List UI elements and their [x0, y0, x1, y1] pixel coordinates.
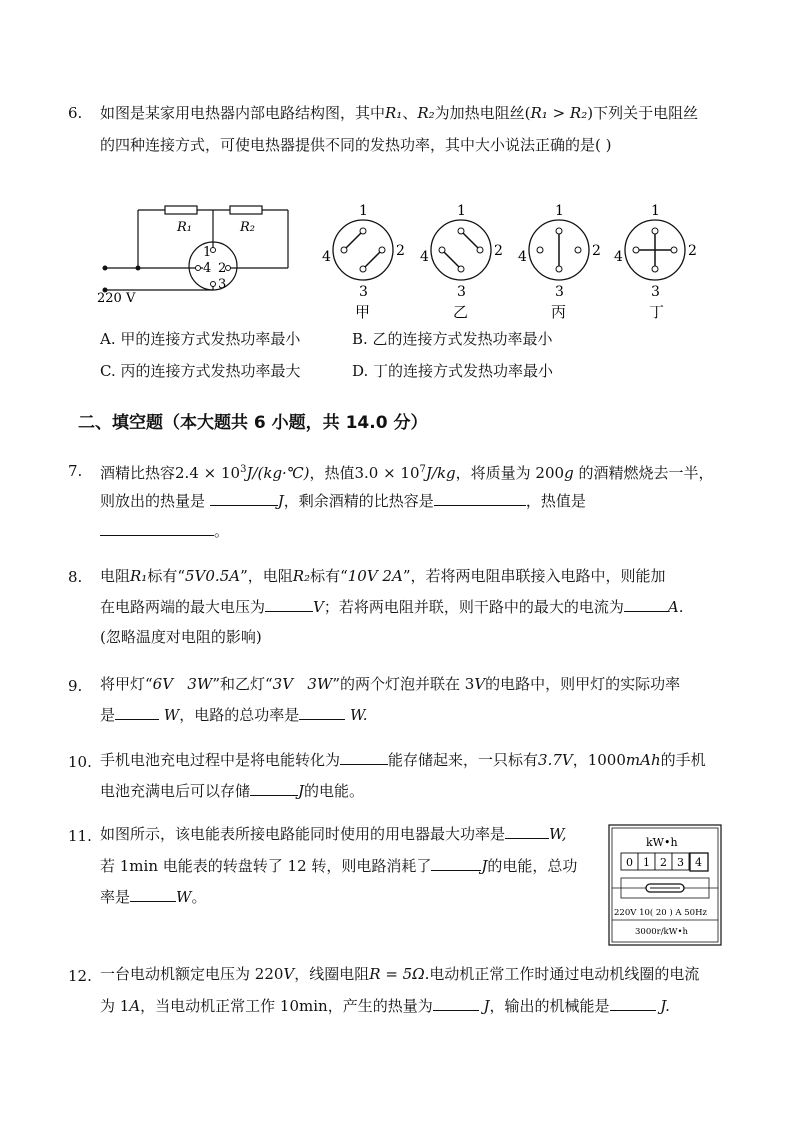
energy-meter — [608, 824, 722, 946]
q12-text: ，当电动机正常工作 10min，产生的热量为 — [140, 997, 433, 1015]
q7-q-exp: 7 — [419, 464, 426, 475]
circuit-voltage: 220 V — [97, 291, 136, 306]
q8-r2: R₂ — [292, 567, 311, 585]
q9-blank-total[interactable] — [299, 705, 345, 720]
q10-voltage: 3.7V — [538, 751, 573, 769]
q9-v-unit: V — [474, 675, 486, 693]
circuit-node-4: 4 — [203, 261, 212, 276]
q6-option-b[interactable]: B. 乙的连接方式发热功率最小 — [352, 330, 553, 348]
q8-text: ；若将两电阻并联，则干路中的最大的电流为 — [323, 598, 624, 616]
circuit-node-3: 3 — [218, 277, 227, 292]
circuit-node-2: 2 — [218, 261, 227, 276]
bing-node-4: 4 — [518, 249, 527, 265]
ding-node-4: 4 — [614, 249, 623, 265]
meter-digit-4: 3 — [677, 856, 684, 869]
bing-node-1: 1 — [555, 203, 564, 219]
q9-blank-power[interactable] — [115, 705, 159, 720]
q12-line2 — [100, 996, 670, 1016]
q6-line2: 的四种连接方式，可使电热器提供不同的发热功率，其中大小说法正确的是( ) — [100, 136, 612, 154]
q10-line2 — [100, 781, 364, 801]
q10-text: ，1000 — [572, 751, 626, 769]
jia-node-2: 2 — [396, 243, 405, 259]
q8-blank-current[interactable] — [624, 597, 668, 612]
meter-unit: kW•h — [646, 836, 678, 849]
jia-node-1: 1 — [359, 203, 368, 219]
q7-c-unit: J/(kg·℃) — [246, 464, 310, 482]
q11-j-unit: J — [481, 857, 488, 875]
q12-line1 — [100, 964, 699, 984]
q10-text: 能存储起来，一只标有 — [388, 751, 539, 769]
diagram-yi — [420, 203, 503, 321]
q9-spec1: 6V 3W — [152, 675, 213, 693]
connection-diagrams — [318, 200, 718, 325]
q7-text: 则放出的热量是 — [100, 492, 210, 510]
q7-number: 7. — [68, 462, 83, 480]
q10-text: 的电能。 — [304, 782, 365, 800]
q11-text: 如图所示，该电能表所接电路能同时使用的用电器最大功率是 — [100, 825, 506, 843]
q8-line2 — [100, 597, 683, 617]
q7-j-unit: J — [277, 492, 284, 510]
meter-spec: 220V 10( 20 ) A 50Hz — [614, 908, 707, 918]
q6-option-a[interactable]: A. 甲的连接方式发热功率最小 — [100, 330, 301, 348]
q8-text: 标有“ — [310, 567, 348, 585]
q12-j-unit: J — [483, 997, 490, 1015]
q8-blank-voltage[interactable] — [265, 597, 313, 612]
q12-a-unit: A — [129, 997, 141, 1015]
q6-option-c[interactable]: C. 丙的连接方式发热功率最大 — [100, 362, 301, 380]
ding-node-1: 1 — [651, 203, 660, 219]
q10-blank-energy[interactable] — [340, 750, 388, 765]
q8-text: 标有“ — [147, 567, 185, 585]
q11-text: 。 — [191, 888, 207, 906]
section-heading: 二、填空题（本大题共 6 小题，共 14.0 分） — [78, 413, 428, 433]
q11-w-unit2: W — [176, 888, 192, 906]
q7-blank-value[interactable] — [100, 521, 214, 536]
q9-text: 将甲灯“ — [100, 675, 153, 693]
q9-w-unit: W — [163, 706, 180, 724]
q8-text: ”，电阻 — [240, 567, 293, 585]
q7-q-unit: J/kg — [425, 464, 456, 482]
r1-resistor — [165, 206, 197, 214]
q11-number: 11. — [68, 827, 92, 845]
q7-text: ，剩余酒精的比热容是 — [283, 492, 434, 510]
q6-option-d[interactable]: D. 丁的连接方式发热功率最小 — [352, 362, 554, 380]
circuit-r2-label: R₂ — [240, 220, 255, 235]
ding-node-3: 3 — [651, 284, 660, 300]
q7-text: 的酒精燃烧去一半， — [573, 464, 714, 482]
yi-node-1: 1 — [457, 203, 466, 219]
q9-line1 — [100, 674, 680, 694]
yi-label: 乙 — [453, 303, 469, 321]
q8-text: 电阻 — [100, 567, 131, 585]
meter-rev: 3000r/kW•h — [635, 927, 688, 937]
q8-text: 在电路两端的最大电压为 — [100, 598, 266, 616]
q11-line2 — [100, 856, 577, 876]
q8-number: 8. — [68, 568, 83, 586]
q12-number: 12. — [68, 967, 92, 985]
q12-text: ，线圈电阻 — [294, 965, 370, 983]
q12-blank-mech[interactable] — [610, 996, 656, 1011]
q6-line1 — [100, 103, 698, 123]
q11-text: 若 1min 电能表的转盘转了 12 转，则电路消耗了 — [100, 857, 432, 875]
q12-text: .电动机正常工作时通过电动机线圈的电流 — [424, 965, 700, 983]
q6-text: )下列关于电阻丝 — [587, 104, 699, 122]
q9-line2 — [100, 705, 368, 725]
jia-label: 甲 — [355, 303, 371, 321]
q6-compare: R₁ > R₂ — [530, 104, 588, 122]
q8-line3: (忽略温度对电阻的影响) — [100, 628, 262, 646]
q12-text: 一台电动机额定电压为 220 — [100, 965, 284, 983]
q9-text: 的电路中，则甲灯的实际功率 — [485, 675, 681, 693]
diagram-ding — [614, 203, 697, 321]
q7-c-value: 2.4 × 10 — [175, 464, 241, 482]
q12-text: 为 1 — [100, 997, 130, 1015]
q10-mah: mAh — [625, 751, 661, 769]
yi-node-3: 3 — [457, 284, 466, 300]
circuit-diagram — [95, 198, 305, 310]
r2-resistor — [230, 206, 262, 214]
q8-line1 — [100, 566, 665, 586]
yi-node-2: 2 — [494, 243, 503, 259]
jia-node-3: 3 — [359, 284, 368, 300]
diagram-jia — [322, 203, 405, 321]
ding-node-2: 2 — [688, 243, 697, 259]
q6-r1: R₁ — [385, 104, 403, 122]
q7-text: ，将质量为 200 — [455, 464, 565, 482]
q6-text: 为加热电阻丝( — [434, 104, 531, 122]
q7-text: 。 — [214, 522, 230, 540]
q10-number: 10. — [68, 753, 92, 771]
bing-node-3: 3 — [555, 284, 564, 300]
q9-text: ，电路的总功率是 — [179, 706, 300, 724]
q8-spec1: 5V0.5A — [185, 567, 241, 585]
q12-text: ，输出的机械能是 — [489, 997, 610, 1015]
q6-r2: R₂ — [417, 104, 435, 122]
yi-node-4: 4 — [420, 249, 429, 265]
q10-text: 的手机 — [660, 751, 706, 769]
q10-text: 手机电池充电过程中是将电能转化为 — [100, 751, 341, 769]
q12-v-unit: V — [283, 965, 295, 983]
q11-blank-energy[interactable] — [431, 856, 481, 871]
q11-blank-max-power[interactable] — [505, 824, 549, 839]
q7-c-exp: 3 — [240, 464, 247, 475]
q8-text: ”，若将两电阻串联接入电路中，则能加 — [402, 567, 666, 585]
diagram-bing — [518, 203, 601, 321]
q10-text: 电池充满电后可以存储 — [100, 782, 251, 800]
q7-text: 酒精比热容 — [100, 464, 176, 482]
q10-blank-stored[interactable] — [250, 781, 298, 796]
q7-q-value: 3.0 × 10 — [354, 464, 420, 482]
jia-node-4: 4 — [322, 249, 331, 265]
q8-r1: R₁ — [130, 567, 148, 585]
q7-line2 — [100, 491, 586, 511]
q7-text: ，热值 — [309, 464, 355, 482]
q11-w-unit: W, — [549, 825, 567, 843]
q9-number: 9. — [68, 677, 83, 695]
q9-text: ”的两个灯泡并联在 3 — [332, 675, 475, 693]
q10-j-unit: J — [298, 782, 305, 800]
meter-digit-5: 4 — [695, 856, 702, 869]
q9-w-unit2: W. — [350, 706, 368, 724]
meter-digit-3: 2 — [660, 856, 667, 869]
ding-label: 丁 — [649, 303, 665, 321]
meter-digit-1: 0 — [626, 856, 633, 869]
circuit-r1-label: R₁ — [177, 220, 192, 235]
q11-blank-power[interactable] — [130, 887, 176, 902]
q9-text: 是 — [100, 706, 116, 724]
q11-line1 — [100, 824, 567, 844]
q10-line1 — [100, 750, 706, 770]
q7-line3 — [100, 521, 229, 541]
q6-text: 如图是某家用电热器内部电路结构图，其中 — [100, 104, 386, 122]
q12-resistance: R = 5Ω — [369, 965, 425, 983]
q6-sep: 、 — [402, 104, 418, 122]
circuit-node-1: 1 — [203, 245, 212, 260]
q12-j-unit2: J. — [660, 997, 670, 1015]
q7-line1 — [100, 460, 713, 483]
meter-digit-2: 1 — [643, 856, 650, 869]
bing-label: 丙 — [551, 303, 567, 321]
bing-node-2: 2 — [592, 243, 601, 259]
q9-spec2: 3V 3W — [272, 675, 333, 693]
q11-text: 率是 — [100, 888, 131, 906]
q11-line3 — [100, 887, 206, 907]
q11-text: 的电能，总功 — [487, 857, 578, 875]
q7-blank-heat[interactable] — [210, 491, 278, 506]
q9-text: ”和乙灯“ — [212, 675, 273, 693]
q12-blank-heat[interactable] — [433, 996, 479, 1011]
q8-spec2: 10V 2A — [347, 567, 403, 585]
q8-v-unit: V — [313, 598, 324, 616]
q6-number: 6. — [68, 104, 83, 122]
q7-blank-capacity[interactable] — [434, 491, 526, 506]
q8-a-unit: A. — [667, 598, 684, 616]
q7-text: ，热值是 — [525, 492, 586, 510]
q7-g-unit: g — [564, 464, 574, 482]
